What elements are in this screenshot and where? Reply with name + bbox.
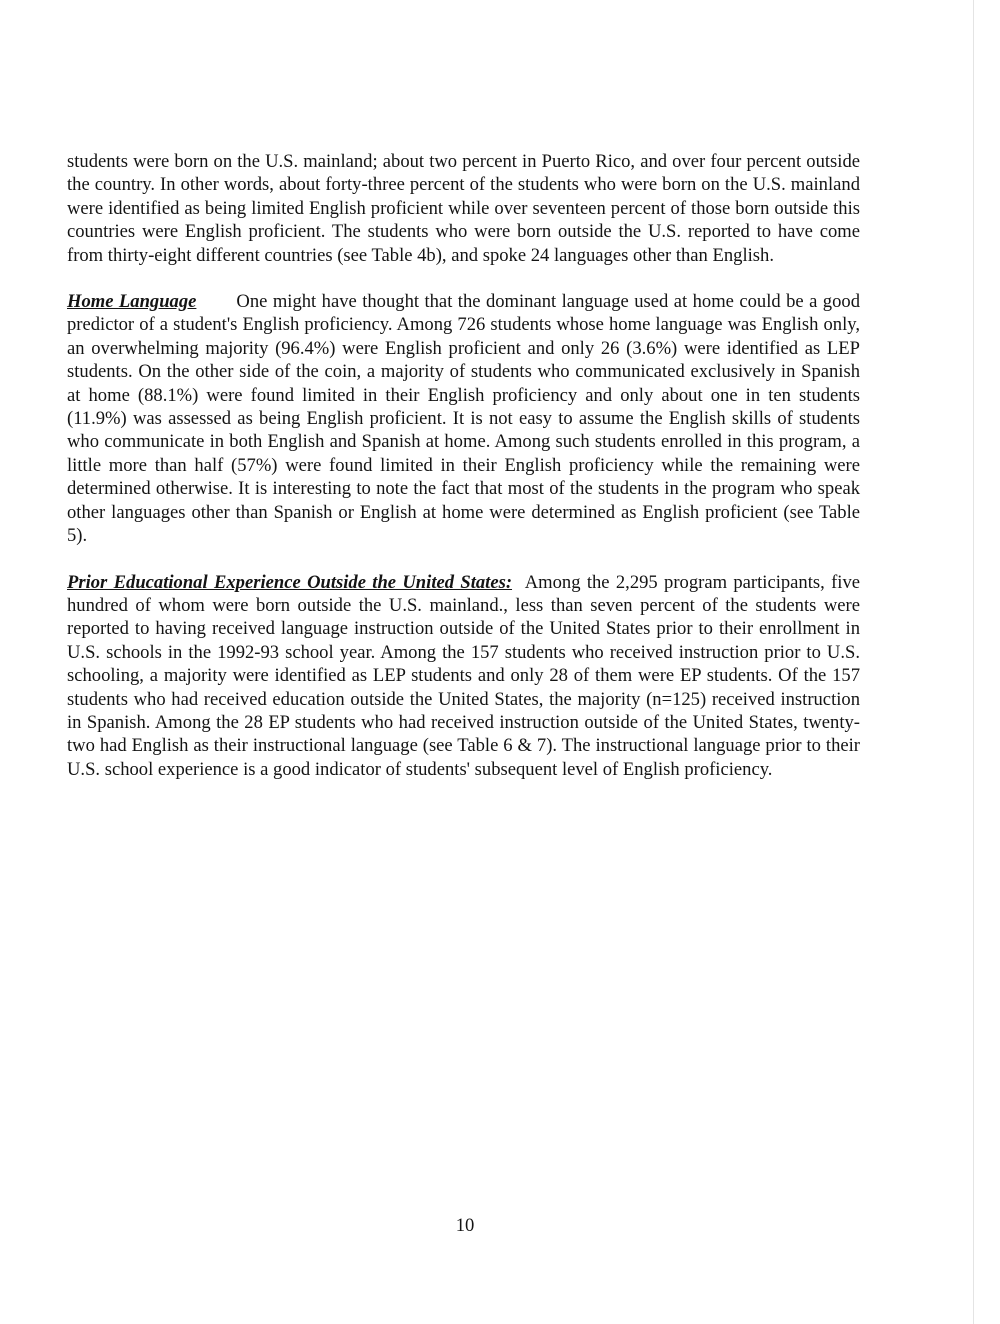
paragraph-text: Among the 2,295 program participants, five hundred of whom were born outside the U.S. mainland., less than seven percent of the students were reported to having received language instruction outside of the United States prior to their enrollment in U.S. schools in the 1992-93 school year. Among the 157 students who received instruction prior to U.S. schooling, a majority were identified as LEP students and only 28 of them were EP students. Of the 157 students who had received education outside the United States, the majority (n=125) received instruction in Spanish. Among the 28 EP students who had received instruction outside of the United States, twenty-two had English as their instructional language (see Table 6 & 7). The instructional language prior to their U.S. school experience is a good indicator of students' subsequent level of English proficiency. [67, 571, 860, 780]
section-heading-prior-education: Prior Educational Experience Outside the United States: [67, 571, 513, 593]
paragraph-text: One might have thought that the dominant language used at home could be a good predictor of a student's English proficiency. Among 726 students whose home language was English only, an overwhelming majority (96.4%) were English proficient and only 26 (3.6%) were identified as LEP students. On the other side of the coin, a majority of students who communicated exclusively in Spanish at home (88.1%) were found limited in their English proficiency and only about one in ten students (11.9%) was assessed as being English proficient. It is not easy to assume the English skills of students who communicate in both English and Spanish at home. Among such students enrolled in this program, a little more than half (57%) were found limited in their English proficiency while the remaining were determined otherwise. It is interesting to note the fact that most of the students in the program who speak other languages other than Spanish or English at home were determined as English proficient (see Table 5). [67, 291, 860, 547]
page-number: 10 [455, 1215, 475, 1236]
document-body [67, 150, 860, 804]
paragraph-prior-education [67, 571, 860, 782]
paragraph-text: students were born on the U.S. mainland; about two percent in Puerto Rico, and over four percent outside the country. In other words, about forty-three percent of the students who were born on the U.S. mainland were identified as being limited English proficient while over seventeen percent of those born outside this countries were English proficient. The students who were born outside the U.S. reported to have come from thirty-eight different countries (see Table 4b), and spoke 24 languages other than English. [67, 151, 860, 266]
section-heading-home-language: Home Language [67, 291, 197, 313]
paragraph-birthplace [67, 150, 860, 267]
page-edge [973, 0, 974, 1324]
paragraph-home-language [67, 290, 860, 547]
